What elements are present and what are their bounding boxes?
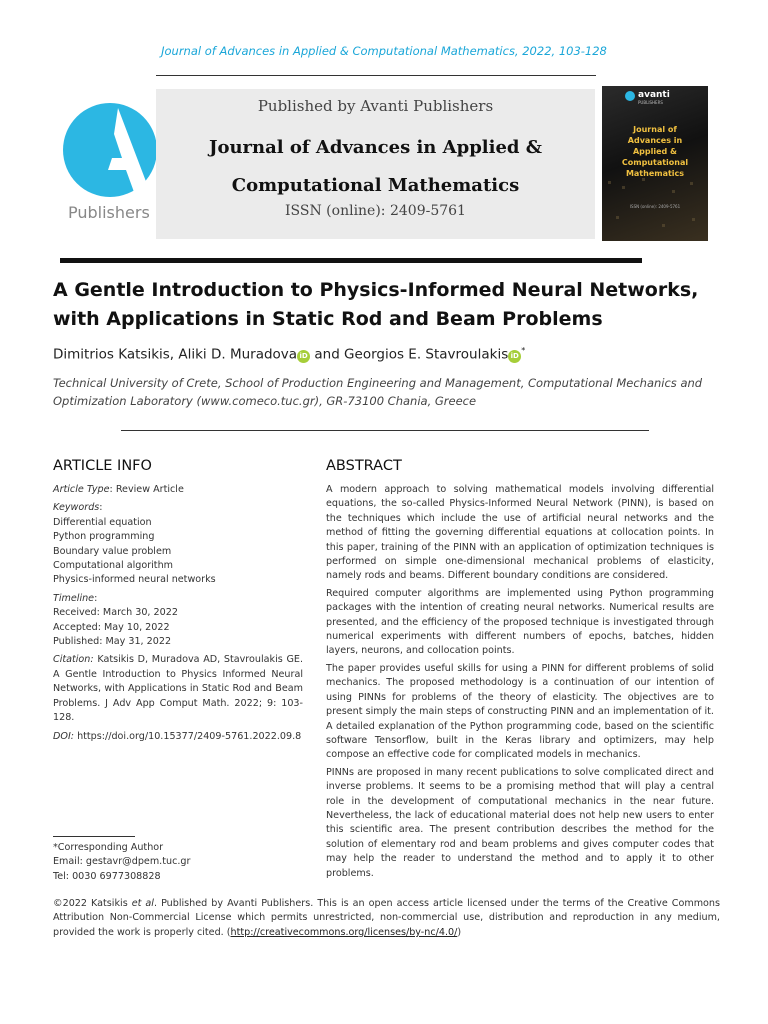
logo-publishers-text: Publishers [68, 203, 150, 222]
journal-banner [156, 89, 595, 239]
accepted-date: Accepted: May 10, 2022 [53, 621, 170, 633]
orcid-icon[interactable]: iD [297, 350, 310, 363]
article-title: A Gentle Introduction to Physics-Informed Neural Networks, with Applications in Static Rod and Beam Problems [53, 279, 699, 330]
abstract-heading: ABSTRACT [326, 458, 402, 474]
article-info-heading: ARTICLE INFO [53, 458, 152, 474]
journal-cover-image [602, 86, 708, 241]
section-rule [121, 430, 649, 431]
corresponding-star: * [521, 346, 526, 355]
received-date: Received: March 30, 2022 [53, 607, 178, 619]
abstract-paragraph: A modern approach to solving mathematical models involving differential equations, the so-called Physics-Informed Neural Network (PINN), is based on the techniques which include the use of artificial neural networks and the method of fitting the governing differential equations at collocation points. In this paper, training of the PINN with an application of optimization techniques is performed on simple one-dimensional mechanical problems of elasticity, namely rods and beams. Different boundary conditions are considered. [326, 484, 714, 582]
keywords-label: Keywords: [53, 502, 103, 514]
avanti-logo-icon [60, 100, 160, 200]
abstract-paragraph: The paper provides useful skills for using a PINN for different problems of solid mechanics. The proposed methodology is a continuation of our intention of using PINNs for problems of the theory of elasticity. The objectives are to present simply the main steps of constructing PINN and an implementation of it. A detailed explanation of the Python programming code, based on the scientific software Tensorflow, built in the Keras library and optimizers, may help compose an effective code for complicated models in mechanics. [326, 662, 714, 761]
cover-brand-sub: PUBLISHERS [638, 100, 663, 105]
article-info [53, 483, 303, 744]
header-thick-rule [60, 258, 642, 263]
corresponding-email[interactable]: Email: gestavr@dpem.tuc.gr [53, 856, 191, 868]
abstract-paragraph: PINNs are proposed in many recent publications to solve complicated direct and inverse problems. It seems to be a promising method that will play a central role in the development of computational mechanics in the near future. Nevertheless, the lack of educational material does not help new users to enter this scientific area. The present contribution describes the method for the solution of elementary rod and beam problems and gives computer codes that may help the reader to understand the method and to apply it to other problems. [326, 766, 714, 879]
citation: Citation: Katsikis D, Muradova AD, Stavroulakis GE. A Gentle Introduction to Physics Informed Neural Networks, with Applications in Static Rod and Beam Problems. J Adv App Comput Math. 2022; 9: 103-128. [53, 654, 303, 724]
doi[interactable]: DOI: https://doi.org/10.15377/2409-5761.2022.09.8 [53, 730, 302, 742]
authors-part2: and Georgios E. Stavroulakis [310, 346, 509, 363]
keyword-item: Python programming [53, 531, 155, 543]
keyword-item: Computational algorithm [53, 560, 173, 572]
journal-title [156, 129, 595, 205]
corresponding-phone: Tel: 0030 6977308828 [53, 870, 161, 882]
article-type: Article Type: Review Article [53, 484, 184, 495]
top-rule [156, 75, 596, 76]
running-head: Journal of Advances in Applied & Computational Mathematics, 2022, 103-128 [161, 44, 607, 58]
abstract-paragraph: Required computer algorithms are implemented using Python programming packages with the intention of creating neural networks. Numerical results are presented, and the efficiency of the proposed technique is investigated through numerical experiments with different numbers of epochs, batches, hidden layers, neurons, and collocation points. [326, 587, 714, 657]
affiliation: Technical University of Crete, School of Production Engineering and Management, Computational Mechanics and Optimization Laboratory (www.comeco.tuc.gr), GR-73100 Chania, Greece [53, 376, 703, 408]
author-list [53, 346, 753, 363]
license-link[interactable]: http://creativecommons.org/licenses/by-nc/4.0/ [230, 926, 458, 938]
keyword-item: Differential equation [53, 516, 152, 528]
keyword-item: Physics-informed neural networks [53, 574, 216, 586]
cover-title: Journal of Advances in Applied & Computational Mathematics [621, 125, 689, 178]
authors-part1: Dimitrios Katsikis, Aliki D. Muradova [53, 346, 298, 363]
license-statement: ©2022 Katsikis et al. Published by Avanti Publishers. This is an open access article licensed under the terms of the Creative Commons Attribution Non-Commercial License which permits unrestricted, non-commercial use, distribution and reproduction in any medium, provided the work is properly cited. (http://creativecommons.org/licenses/by-nc/4.0/) [53, 898, 720, 938]
cover-brand: avanti [638, 90, 670, 100]
keyword-item: Boundary value problem [53, 545, 172, 557]
timeline-label: Timeline: [53, 592, 98, 604]
published-date: Published: May 31, 2022 [53, 636, 172, 648]
journal-title-line2: Computational Mathematics [231, 175, 520, 196]
footnote-rule [53, 836, 135, 837]
abstract-body [326, 483, 714, 884]
corresponding-label: *Corresponding Author [53, 842, 164, 853]
published-by: Published by Avanti Publishers [257, 97, 494, 115]
journal-title-line1: Journal of Advances in Applied & [208, 137, 543, 158]
corresponding-author [53, 841, 190, 884]
cover-issn: ISSN (online): 2409-5761 [629, 204, 681, 209]
journal-issn: ISSN (online): 2409-5761 [285, 203, 466, 219]
orcid-icon[interactable]: iD [508, 350, 521, 363]
